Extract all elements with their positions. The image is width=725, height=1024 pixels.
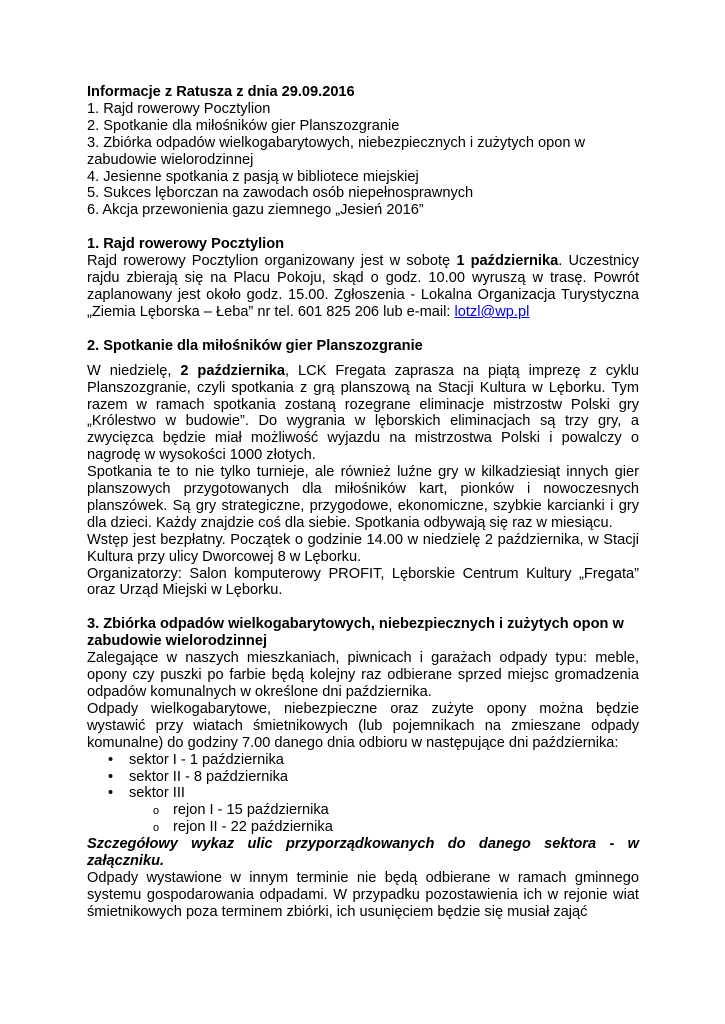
- section-2-paragraph-2: Spotkania te to nie tylko turnieje, ale również luźne gry w kilkadziesiąt innych gier planszowych przygotowanych dla miłośników kart, pionków i nowoczesnych planszówek. Są gry strategiczne, przygodowe, ekonomiczne, szybkie karcianki i gry dla dzieci. Każdy znajdzie coś dla siebie. Spotkania odbywają się raz w miesiącu.: [87, 464, 639, 531]
- section-3-paragraph-1: Zalegające w naszych mieszkaniach, piwnicach i garażach odpady typu: meble, opony czy puszki po farbie będą kolejny raz odbierane sprzed miejsc gromadzenia odpadów komunalnych w określone dni października.: [87, 650, 639, 700]
- list-item-label: rejon I - 15 października: [173, 802, 329, 819]
- date-emphasis: 1 października: [456, 253, 559, 270]
- section-3-paragraph-3: Odpady wystawione w innym terminie nie będą odbierane w ramach gminnego systemu gospodarowania odpadami. W przypadku pozostawienia ich w rejonie wiat śmietnikowych poza terminem zbiórki, ich usunięciem będzie się musiał zająć: [87, 869, 639, 920]
- section-2-paragraph-3: Wstęp jest bezpłatny. Początek o godzinie 14.00 w niedzielę 2 października, w Stacji Kultura przy ulicy Dworcowej 8 w Lęborku.: [87, 531, 639, 565]
- list-item: [87, 802, 639, 819]
- text-run: W niedzielę,: [87, 362, 181, 379]
- text-run: Rajd rowerowy Pocztylion organizowany jest w sobotę: [87, 253, 457, 270]
- spacer: [87, 355, 639, 363]
- section-2-paragraph-1: [87, 363, 639, 464]
- section-1-heading: 1. Rajd rowerowy Pocztylion: [87, 236, 285, 253]
- circle-bullet-icon: o: [153, 805, 160, 818]
- toc-item-2: 2. Spotkanie dla miłośników gier Planszozgranie: [87, 117, 400, 134]
- text-run: . Uczestnicy rajdu zbierają się na Placu Pokoju, skąd o godz. 10.00 wyruszą w trasę. Powrót zaplanowany jest około godz. 15.00. Zgłoszenia - Lokalna Organizacja Turystyczna „Ziemia Lęborska – Łeba” nr tel. 601 825 206 lub e-mail:: [87, 253, 640, 320]
- section-2-paragraph-4: Organizatorzy: Salon komputerowy PROFIT, Lęborskie Centrum Kultury „Fregata” oraz Urząd Miejski w Lęborku.: [87, 565, 639, 599]
- section-2-heading: 2. Spotkanie dla miłośników gier Planszozgranie: [87, 337, 423, 354]
- toc-item-3: 3. Zbiórka odpadów wielkogabarytowych, niebezpiecznych i zużytych opon w zabudowie wielorodzinnej: [87, 134, 586, 168]
- list-item: [87, 769, 639, 786]
- document-title: Informacje z Ratusza z dnia 29.09.2016: [87, 84, 355, 100]
- toc-item-1: 1. Rajd rowerowy Pocztylion: [87, 100, 271, 117]
- spacer: [87, 219, 639, 236]
- date-emphasis: 2 października: [180, 362, 286, 379]
- section-3-heading: 3. Zbiórka odpadów wielkogabarytowych, niebezpiecznych i zużytych opon w zabudowie wielorodzinnej: [87, 616, 624, 650]
- toc-item-4: 4. Jesienne spotkania z pasją w bibliotece miejskiej: [87, 168, 419, 185]
- list-item-label: rejon II - 22 października: [173, 819, 333, 836]
- list-item-label: sektor II - 8 października: [129, 768, 288, 785]
- list-item-label: sektor III: [129, 785, 185, 802]
- list-item: [87, 819, 639, 836]
- bullet-icon: •: [108, 768, 114, 785]
- sector-list: [87, 752, 639, 803]
- spacer: [87, 599, 639, 616]
- bullet-icon: •: [108, 751, 114, 768]
- section-3-paragraph-2: Odpady wielkogabarytowe, niebezpieczne oraz zużyte opony można będzie wystawić przy wiatach śmietnikowych (lub pojemnikach na zmieszane odpady komunalne) do godziny 7.00 danego dnia odbioru w następujące dni października:: [87, 700, 639, 751]
- subsector-list: [87, 802, 639, 836]
- text-run: , LCK Fregata zaprasza na piątą imprezę z cyklu Planszozgranie, czyli spotkania z grą planszową na Stacji Kultura w Lęborku. Tym razem w ramach spotkania zostaną rozegrane eliminacje mistrzostw Polski gry „Królestwo w budowie”. Do wygrania w lęborskich eliminacjach są trzy gry, a zwycięzca będzie miał możliwość wyjazdu na mistrzostwa Polski i powalczy o nagrodę w wysokości 1000 złotych.: [87, 362, 639, 464]
- attachment-note: Szczegółowy wykaz ulic przyporządkowanych do danego sektora - w załączniku.: [87, 836, 639, 870]
- toc-item-5: 5. Sukces lęborczan na zawodach osób niepełnosprawnych: [87, 185, 474, 202]
- list-item: [87, 785, 639, 802]
- email-link[interactable]: lotzl@wp.pl: [454, 303, 530, 320]
- section-1-paragraph: [87, 253, 639, 321]
- bullet-icon: •: [108, 785, 114, 802]
- toc-item-6: 6. Akcja przewonienia gazu ziemnego „Jesień 2016”: [87, 202, 424, 219]
- document-page: [87, 84, 639, 921]
- circle-bullet-icon: o: [153, 822, 160, 835]
- list-item: [87, 752, 639, 769]
- spacer: [87, 321, 639, 338]
- list-item-label: sektor I - 1 października: [129, 751, 284, 768]
